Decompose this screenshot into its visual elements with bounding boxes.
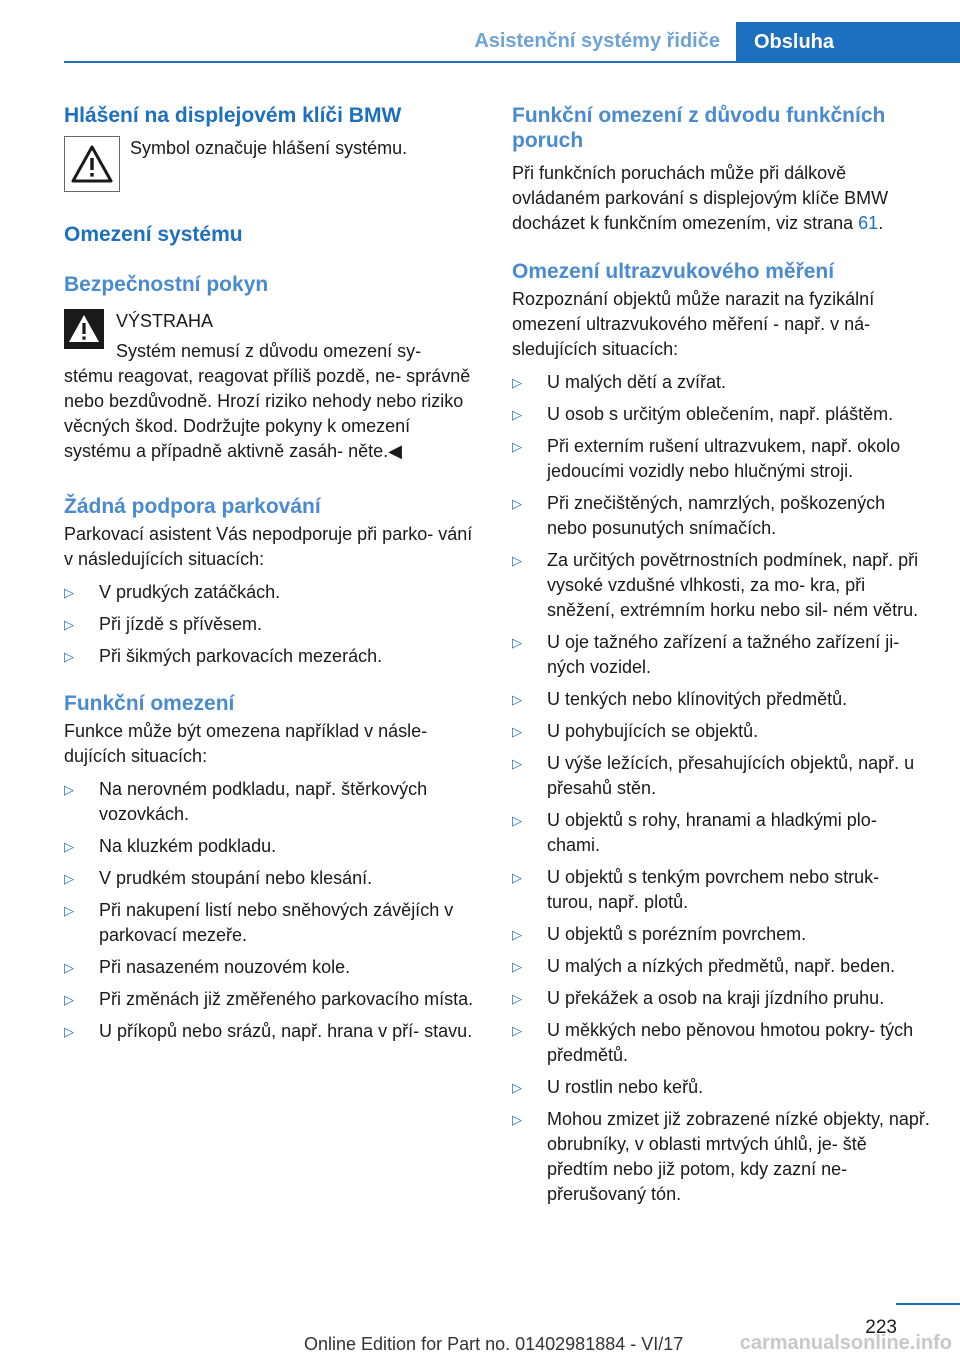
heading-functional-limits: Funkční omezení: [64, 692, 235, 715]
warning-label: VÝSTRAHA: [116, 311, 214, 331]
warning-text: stému reagovat, reagovat příliš pozdě, ne‐ správně nebo bezdůvodně. Hrozí riziko nehody nebo riziko věcných škod. Dodržujte pokyny k omezení systému a případně aktivně zasáh‐ něte.◀: [64, 366, 471, 461]
no-parking-support-list: [64, 580, 482, 669]
triangle-bullet-icon: ▷: [512, 724, 522, 739]
list-item: ▷ U pohybujících se objektů.: [512, 719, 930, 744]
list-item: ▷ U překážek a osob na kraji jízdního pruhu.: [512, 986, 930, 1011]
page-number: 223: [865, 1317, 897, 1338]
ultrasonic-limits-list: [512, 370, 930, 1207]
triangle-bullet-icon: ▷: [512, 813, 522, 828]
page-header: [0, 0, 960, 62]
warning-text-first-line: Systém nemusí z důvodu omezení sy‐: [116, 341, 422, 361]
heading-no-parking-support: Žádná podpora parkování: [64, 495, 321, 518]
list-item: ▷ Při jízdě s přívěsem.: [64, 612, 482, 637]
triangle-bullet-icon: ▷: [512, 407, 522, 422]
footer-rule: [896, 1303, 960, 1305]
warning-triangle-filled-icon: [64, 309, 108, 353]
header-section-title: Asistenční systémy řidiče: [474, 30, 720, 52]
triangle-bullet-icon: ▷: [64, 1024, 74, 1039]
triangle-bullet-icon: ▷: [512, 1112, 522, 1127]
triangle-bullet-icon: ▷: [64, 839, 74, 854]
no-parking-support-text: Parkovací asistent Vás nepodporuje při parko‐ vání v následujících situacích:: [64, 524, 473, 569]
triangle-bullet-icon: ▷: [64, 782, 74, 797]
triangle-bullet-icon: ▷: [512, 991, 522, 1006]
list-item: ▷ Při změnách již změřeného parkovacího místa.: [64, 987, 482, 1012]
triangle-bullet-icon: ▷: [64, 649, 74, 664]
notice-row: [64, 136, 482, 192]
list-item: ▷ U oje tažného zařízení a tažného zařízení ji‐ ných vozidel.: [512, 632, 900, 677]
heading-safety-note: Bezpečnostní pokyn: [64, 273, 269, 296]
list-item: ▷ Při znečištěných, namrzlých, poškozených nebo posunutých snímačích.: [512, 493, 886, 538]
heading-ultrasonic-limits: Omezení ultrazvukového měření: [512, 260, 835, 283]
list-item: ▷ U osob s určitým oblečením, např. pláštěm.: [512, 402, 930, 427]
edition-note: Online Edition for Part no. 01402981884 - VI/17: [304, 1334, 684, 1354]
list-item: ▷ U výše ležících, přesahujících objektů, např. u přesahů stěn.: [512, 753, 915, 798]
notice-text: Symbol označuje hlášení systému.: [130, 138, 408, 158]
triangle-bullet-icon: ▷: [64, 585, 74, 600]
header-rule: [64, 61, 960, 63]
left-column: [64, 103, 482, 1051]
triangle-bullet-icon: ▷: [512, 1023, 522, 1038]
list-item: ▷ Při externím rušení ultrazvukem, např. okolo jedoucími vozidly nebo hlučnými stroji.: [512, 436, 901, 481]
list-item: ▷ V prudkém stoupání nebo klesání.: [64, 866, 482, 891]
functional-limits-list: [64, 777, 482, 1044]
triangle-bullet-icon: ▷: [512, 553, 522, 568]
triangle-bullet-icon: ▷: [512, 635, 522, 650]
list-item: ▷ Při nasazeném nouzovém kole.: [64, 955, 482, 980]
triangle-bullet-icon: ▷: [512, 927, 522, 942]
heading-system-limits: Omezení systému: [64, 223, 243, 246]
ultrasonic-limits-text: Rozpoznání objektů může narazit na fyzikální omezení ultrazvukového měření - např. v ná‐ sledujících situacích:: [512, 289, 875, 359]
functional-limits-text: Funkce může být omezena například v násle‐ dujících situacích:: [64, 721, 428, 766]
heading-display-key-messages: Hlášení na displejovém klíči BMW: [64, 104, 402, 127]
watermark: carmanualsonline.info: [739, 1332, 952, 1354]
header-chapter-tab: Obsluha: [736, 22, 960, 62]
triangle-bullet-icon: ▷: [64, 960, 74, 975]
list-item: ▷ Za určitých povětrnostních podmínek, např. při vysoké vzdušné vlhkosti, za mo‐ kra, při sněžení, extrémním horku nebo sil‐ ném větru.: [512, 550, 919, 620]
list-item: ▷ V prudkých zatáčkách.: [64, 580, 482, 605]
list-item: ▷ U objektů s tenkým povrchem nebo struk‐ turou, např. plotů.: [512, 867, 880, 912]
right-column: [512, 103, 930, 1214]
list-item: ▷ U rostlin nebo keřů.: [512, 1075, 930, 1100]
triangle-bullet-icon: ▷: [512, 375, 522, 390]
warning-triangle-outline-icon: [64, 136, 120, 192]
warning-row: [64, 309, 482, 364]
triangle-bullet-icon: ▷: [512, 439, 522, 454]
triangle-bullet-icon: ▷: [512, 1080, 522, 1095]
triangle-bullet-icon: ▷: [512, 496, 522, 511]
list-item: ▷ Na kluzkém podkladu.: [64, 834, 482, 859]
triangle-bullet-icon: ▷: [512, 692, 522, 707]
page-reference-link[interactable]: 61: [858, 213, 879, 233]
triangle-bullet-icon: ▷: [64, 617, 74, 632]
list-item: ▷ U objektů s porézním povrchem.: [512, 922, 930, 947]
triangle-bullet-icon: ▷: [64, 871, 74, 886]
list-item: ▷ U příkopů nebo srázů, např. hrana v pří‐ stavu.: [64, 1019, 482, 1044]
list-item: ▷ Při šikmých parkovacích mezerách.: [64, 644, 482, 669]
heading-malfunction-limits: Funkční omezení z důvodu funkčních poruch: [512, 104, 886, 152]
triangle-bullet-icon: ▷: [512, 870, 522, 885]
list-item: ▷ U malých dětí a zvířat.: [512, 370, 930, 395]
triangle-bullet-icon: ▷: [64, 903, 74, 918]
triangle-bullet-icon: ▷: [512, 959, 522, 974]
triangle-bullet-icon: ▷: [64, 992, 74, 1007]
triangle-bullet-icon: ▷: [512, 756, 522, 771]
list-item: ▷ Mohou zmizet již zobrazené nízké objekty, např. obrubníky, v oblasti mrtvých úhlů, je‐ ště předtím nebo již potom, kdy zazní ne‐ přerušovaný tón.: [512, 1109, 930, 1204]
list-item: ▷ U měkkých nebo pěnovou hmotou pokry‐ tých předmětů.: [512, 1020, 914, 1065]
list-item: ▷ U malých a nízkých předmětů, např. beden.: [512, 954, 930, 979]
malfunction-limits-text: Při funkčních poruchách může při dálkově ovládaném parkování s displejovým klíče BMW docházet k funkčním omezením, viz strana 61.: [512, 163, 889, 233]
list-item: ▷ U objektů s rohy, hranami a hladkými plo‐ chami.: [512, 810, 877, 855]
list-item: ▷ Při nakupení listí nebo sněhových závějích v parkovací mezeře.: [64, 900, 454, 945]
warning-header: [116, 309, 421, 364]
list-item: ▷ Na nerovném podkladu, např. štěrkových vozovkách.: [64, 779, 428, 824]
list-item: ▷ U tenkých nebo klínovitých předmětů.: [512, 687, 930, 712]
